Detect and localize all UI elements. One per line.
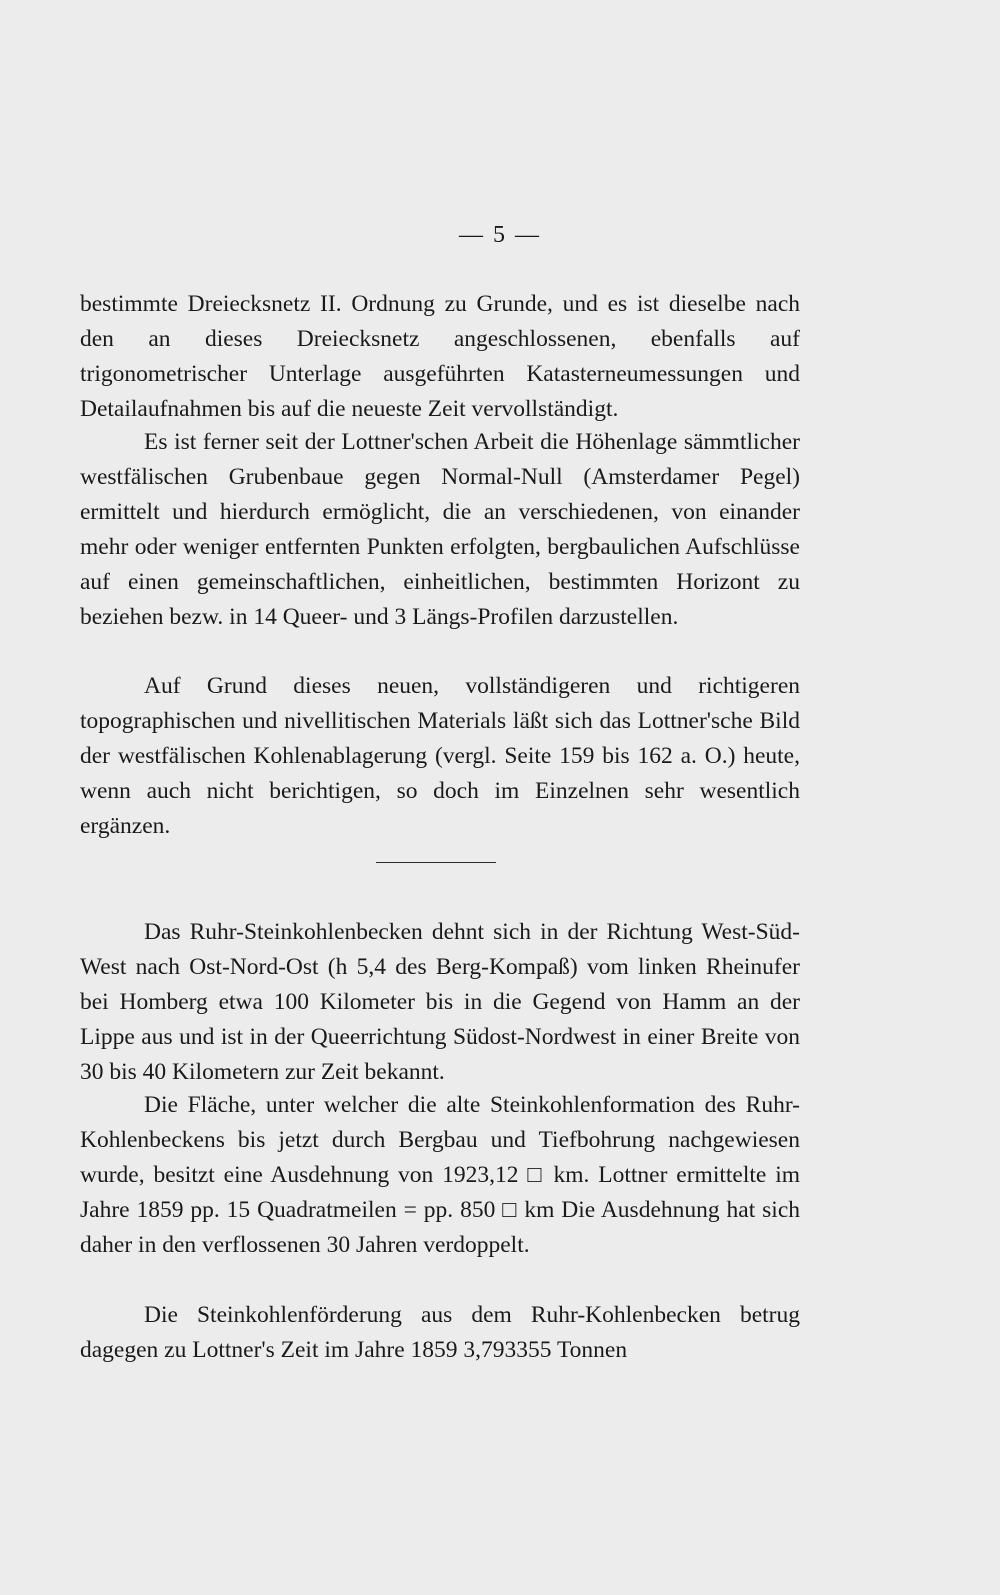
section-divider (376, 862, 496, 863)
paragraph-area (80, 1088, 800, 1263)
paragraph-production (80, 1298, 800, 1368)
paragraph-text: Auf Grund dieses neuen, vollständigeren und richtigeren topographischen und nivellitischen Materials läßt sich das Lottner'sche Bild der westfälischen Kohlenablagerung (vergl. Seite 159 bis 162 a. O.) heute, wenn auch nicht berichtigen, so doch im Einzelnen sehr wesentlich ergänzen. (80, 673, 800, 839)
paragraph-continued (80, 287, 800, 427)
paragraph-text: Die Steinkohlenförderung aus dem Ruhr-Kohlenbecken betrug dagegen zu Lottner's Zeit im Jahre 1859 3,793355 Tonnen (80, 1302, 800, 1363)
paragraph-text: Die Fläche, unter welcher die alte Steinkohlenformation des Ruhr-Kohlenbeckens bis jetzt durch Bergbau und Tiefbohrung nachgewiesen wurde, besitzt eine Ausdehnung von 1923,12 □ km. Lottner ermittelte im Jahre 1859 pp. 15 Quadratmeilen = pp. 850 □ km Die Ausdehnung hat sich daher in den verflossenen 30 Jahren verdoppelt. (80, 1092, 800, 1258)
paragraph-text: Das Ruhr-Steinkohlenbecken dehnt sich in der Richtung West-Süd-West nach Ost-Nord-Ost (h 5,4 des Berg-Kompaß) vom linken Rheinufer bei Homberg etwa 100 Kilometer bis in die Gegend von Hamm an der Lippe aus und ist in der Queerrichtung Südost-Nordwest in einer Breite von 30 bis 40 Kilometern zur Zeit bekannt. (80, 919, 800, 1085)
paragraph-material (80, 669, 800, 844)
paragraph-text: Es ist ferner seit der Lottner'schen Arbeit die Höhenlage sämmtlicher westfälischen Grubenbaue gegen Normal-Null (Amsterdamer Pegel) ermittelt und hierdurch ermöglicht, die an verschiedenen, von einander mehr oder weniger entfernten Punkten erfolgten, bergbaulichen Aufschlüsse auf einen gemeinschaftlichen, einheitlichen, bestimmten Horizont zu beziehen bezw. in 14 Queer- und 3 Längs-Profilen darzustellen. (80, 429, 800, 630)
page-number: — 5 — (459, 222, 541, 248)
paragraph-basin-extent (80, 915, 800, 1090)
paragraph-text: bestimmte Dreiecksnetz II. Ordnung zu Grunde, und es ist dieselbe nach den an dieses Dreiecksnetz angeschlossenen, ebenfalls auf trigonometrischer Unterlage ausgeführten Katasterneumessungen und Detailaufnahmen bis auf die neueste Zeit vervollständigt. (80, 291, 800, 422)
paragraph-height-survey (80, 425, 800, 635)
